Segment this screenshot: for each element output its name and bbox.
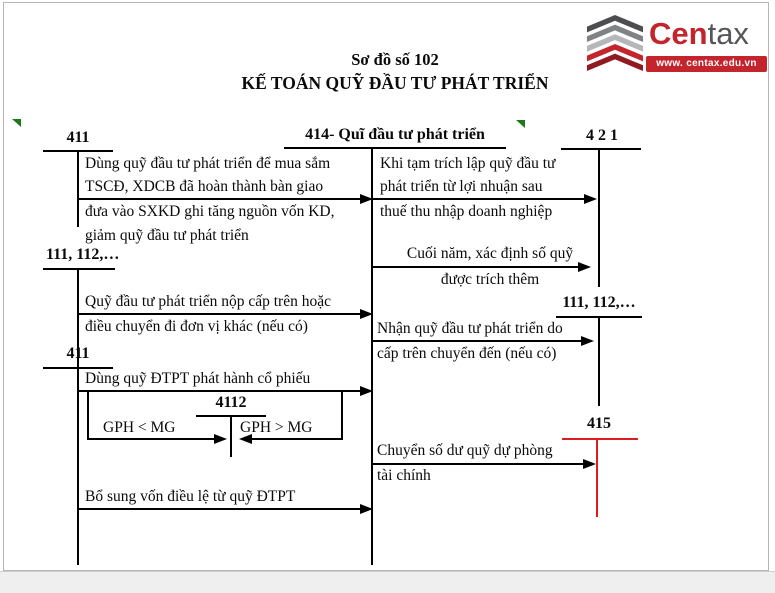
- flow-arrow-shaft: [78, 198, 362, 200]
- account-label-411-top: 411: [66, 129, 90, 146]
- account-stem-415: [596, 440, 598, 517]
- account-stem-4112: [230, 416, 232, 457]
- account-label-4112: 4112: [215, 394, 247, 411]
- green-mark-icon: [12, 119, 21, 127]
- flow-arrowhead-right: [583, 459, 596, 469]
- entry-provision-line1: Khi tạm trích lập quỹ đầu tư: [380, 155, 556, 172]
- account-stem-421: [598, 148, 600, 287]
- account-stem-411-top: [77, 151, 79, 227]
- account-topline-414: [284, 147, 506, 149]
- account-label-414: 414- Quĩ đầu tư phát triển: [305, 126, 485, 143]
- account-topline-421: [561, 148, 641, 150]
- entry-provision-line2: phát triển từ lợi nhuận sau: [380, 178, 543, 195]
- flow-arrow-shaft: [373, 198, 585, 200]
- entry-year-end-line2: được trích thêm: [440, 271, 540, 288]
- label-gph-lt-mg: GPH < MG: [103, 419, 176, 436]
- account-stem-414: [371, 147, 373, 565]
- label-gph-gt-mg: GPH > MG: [240, 419, 313, 436]
- flow-arrow-shaft: [78, 390, 360, 392]
- entry-buy-assets-line3: đưa vào SXKD ghi tăng nguồn vốn KD,: [85, 203, 335, 220]
- entry-receive-line1: Nhận quỹ đầu tư phát triển do: [377, 320, 563, 337]
- logo-text-tax: tax: [707, 16, 749, 51]
- account-stem-111-right: [598, 317, 600, 406]
- flow-arrowhead-right: [584, 194, 597, 204]
- entry-year-end-line1: Cuối năm, xác định số quỹ: [406, 245, 574, 262]
- entry-remit-line1: Quỹ đầu tư phát triển nộp cấp trên hoặc: [85, 293, 331, 310]
- entry-provision-line3: thuế thu nhập doanh nghiệp: [380, 203, 553, 220]
- flow-arrow-shaft: [373, 463, 583, 465]
- entry-receive-line2: cấp trên chuyển đến (nếu có): [377, 345, 557, 362]
- entry-supplement-capital-line1: Bổ sung vốn điều lệ từ quỹ ĐTPT: [85, 488, 296, 505]
- branch-drop-left: [87, 390, 89, 440]
- branch-arrow-shaft: [87, 438, 214, 440]
- entry-remit-line2: điều chuyển đi đơn vị khác (nếu có): [85, 318, 308, 335]
- account-label-111-right: 111, 112,…: [562, 294, 636, 311]
- flow-arrowhead-right: [360, 386, 373, 396]
- entry-buy-assets-line2: TSCĐ, XDCB đã hoàn thành bàn giao: [85, 178, 324, 195]
- account-label-415: 415: [587, 415, 611, 432]
- flow-arrowhead-right: [360, 504, 373, 514]
- flow-arrow-shaft: [78, 313, 360, 315]
- diagram-main-title: KẾ TOÁN QUỸ ĐẦU TƯ PHÁT TRIỂN: [241, 73, 549, 93]
- entry-buy-assets-line4: giảm quỹ đầu tư phát triển: [85, 227, 249, 244]
- branch-arrow-shaft: [252, 438, 343, 440]
- flow-arrowhead-right: [360, 194, 373, 204]
- account-label-421: 4 2 1: [586, 127, 618, 144]
- branch-drop-right: [341, 390, 343, 440]
- entry-transfer-reserve-line1: Chuyển số dư quỹ dự phòng: [377, 442, 553, 459]
- flow-arrowhead-right: [360, 309, 373, 319]
- account-topline-415: [562, 438, 638, 440]
- account-label-411-bottom: 411: [66, 345, 90, 362]
- centax-logo-icon: [586, 12, 644, 74]
- flow-arrow-shaft: [373, 340, 581, 342]
- account-label-111-left: 111, 112,…: [46, 246, 120, 263]
- account-topline-111-left: [43, 268, 115, 270]
- branch-arrowhead-right: [214, 434, 227, 444]
- green-mark-icon: [516, 120, 525, 128]
- entry-transfer-reserve-line2: tài chính: [377, 467, 431, 484]
- flow-arrow-shaft: [373, 266, 578, 268]
- diagram-number-title: Sơ đồ số 102: [351, 50, 439, 69]
- flow-arrowhead-right: [581, 336, 594, 346]
- flow-arrow-shaft: [78, 508, 360, 510]
- logo-website: www. centax.edu.vn: [646, 56, 767, 72]
- entry-buy-assets-line1: Dùng quỹ đầu tư phát triển để mua sắm: [85, 155, 331, 172]
- centax-logo-text: [649, 16, 749, 52]
- entry-issue-shares-line1: Dùng quỹ ĐTPT phát hành cổ phiếu: [85, 370, 311, 387]
- logo-text-cen: Cen: [649, 16, 708, 51]
- page-bottom-margin: [0, 571, 775, 593]
